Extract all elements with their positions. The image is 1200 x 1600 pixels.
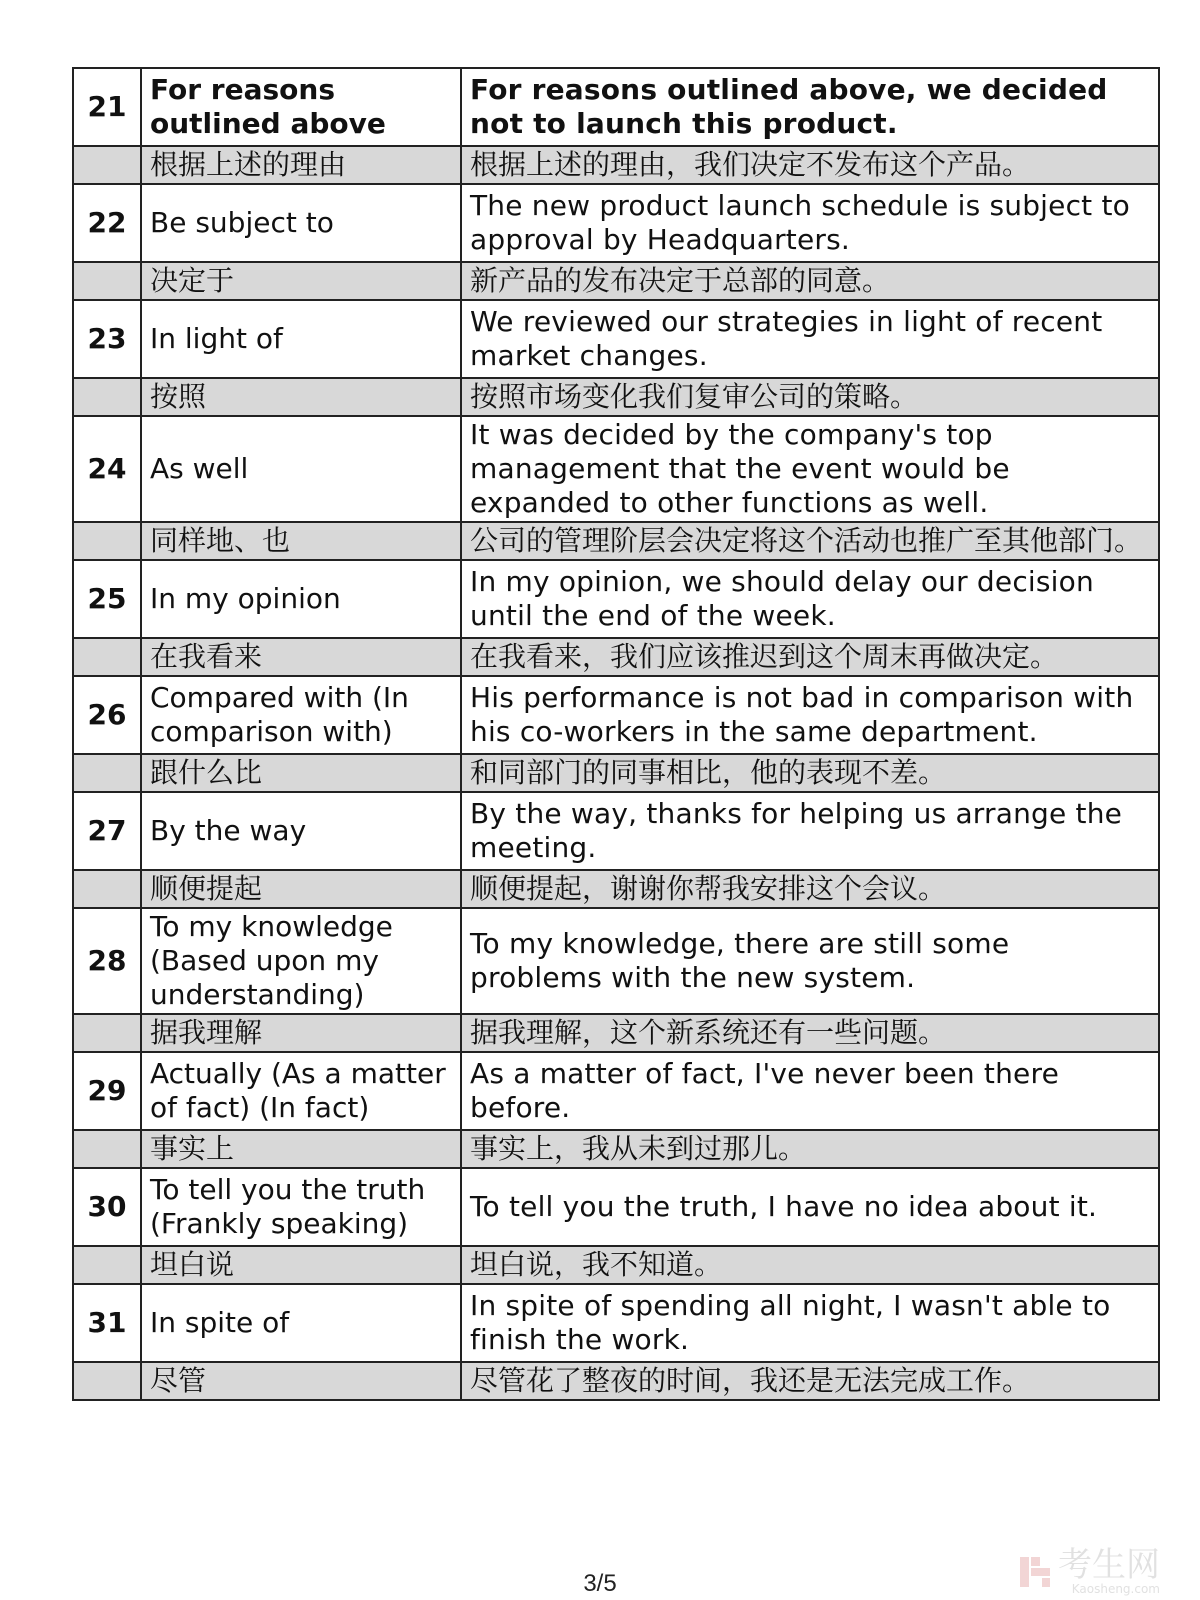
translation-example: 顺便提起，谢谢你帮我安排这个会议。 xyxy=(461,870,1159,908)
entry-phrase: In light of xyxy=(141,300,461,378)
translation-row xyxy=(73,638,1159,676)
entry-example: To my knowledge, there are still some problems with the new system. xyxy=(461,908,1159,1014)
translation-number-cell xyxy=(73,522,141,560)
entry-row xyxy=(73,560,1159,638)
translation-number-cell xyxy=(73,378,141,416)
translation-phrase: 尽管 xyxy=(141,1362,461,1400)
translation-phrase: 根据上述的理由 xyxy=(141,146,461,184)
translation-row xyxy=(73,870,1159,908)
translation-row xyxy=(73,378,1159,416)
entry-number: 23 xyxy=(73,300,141,378)
entry-row xyxy=(73,1284,1159,1362)
translation-phrase: 顺便提起 xyxy=(141,870,461,908)
translation-example: 按照市场变化我们复审公司的策略。 xyxy=(461,378,1159,416)
translation-example: 在我看来，我们应该推迟到这个周末再做决定。 xyxy=(461,638,1159,676)
translation-row xyxy=(73,262,1159,300)
entry-example: As a matter of fact, I've never been there before. xyxy=(461,1052,1159,1130)
entry-phrase: For reasons outlined above xyxy=(141,68,461,146)
entry-row xyxy=(73,416,1159,522)
entry-phrase: Be subject to xyxy=(141,184,461,262)
translation-phrase: 按照 xyxy=(141,378,461,416)
entry-phrase: To tell you the truth (Frankly speaking) xyxy=(141,1168,461,1246)
translation-example: 和同部门的同事相比，他的表现不差。 xyxy=(461,754,1159,792)
page-number: 3/5 xyxy=(583,1570,617,1597)
translation-number-cell xyxy=(73,1246,141,1284)
translation-number-cell xyxy=(73,754,141,792)
entry-number: 25 xyxy=(73,560,141,638)
translation-phrase: 同样地、也 xyxy=(141,522,461,560)
entry-phrase: As well xyxy=(141,416,461,522)
entry-example: By the way, thanks for helping us arrange the meeting. xyxy=(461,792,1159,870)
translation-phrase: 决定于 xyxy=(141,262,461,300)
entry-row xyxy=(73,1052,1159,1130)
translation-example: 根据上述的理由，我们决定不发布这个产品。 xyxy=(461,146,1159,184)
entry-row xyxy=(73,792,1159,870)
translation-row xyxy=(73,1014,1159,1052)
entry-phrase: In spite of xyxy=(141,1284,461,1362)
entry-number: 31 xyxy=(73,1284,141,1362)
entry-row xyxy=(73,676,1159,754)
entry-number: 28 xyxy=(73,908,141,1014)
entry-phrase: To my knowledge (Based upon my understanding) xyxy=(141,908,461,1014)
translation-example: 事实上，我从未到过那儿。 xyxy=(461,1130,1159,1168)
entry-number: 26 xyxy=(73,676,141,754)
entry-row xyxy=(73,300,1159,378)
translation-row xyxy=(73,1130,1159,1168)
translation-row xyxy=(73,1362,1159,1400)
entry-number: 30 xyxy=(73,1168,141,1246)
translation-row xyxy=(73,522,1159,560)
translation-row xyxy=(73,754,1159,792)
entry-row xyxy=(73,908,1159,1014)
translation-phrase: 坦白说 xyxy=(141,1246,461,1284)
entry-row xyxy=(73,68,1159,146)
watermark-text: 考生网 xyxy=(1058,1545,1160,1585)
entry-row xyxy=(73,184,1159,262)
entry-number: 24 xyxy=(73,416,141,522)
entry-example: In my opinion, we should delay our decision until the end of the week. xyxy=(461,560,1159,638)
entry-example: In spite of spending all night, I wasn't able to finish the work. xyxy=(461,1284,1159,1362)
translation-row xyxy=(73,146,1159,184)
translation-phrase: 事实上 xyxy=(141,1130,461,1168)
entry-example: It was decided by the company's top management that the event would be expanded to other functions as well. xyxy=(461,416,1159,522)
entry-phrase: In my opinion xyxy=(141,560,461,638)
translation-example: 据我理解，这个新系统还有一些问题。 xyxy=(461,1014,1159,1052)
entry-example: We reviewed our strategies in light of recent market changes. xyxy=(461,300,1159,378)
watermark-text-block xyxy=(1058,1545,1160,1596)
watermark-subtext: Kaosheng.com xyxy=(1071,1582,1160,1596)
translation-row xyxy=(73,1246,1159,1284)
translation-example: 公司的管理阶层会决定将这个活动也推广至其他部门。 xyxy=(461,522,1159,560)
entry-number: 27 xyxy=(73,792,141,870)
entry-example: His performance is not bad in comparison with his co-workers in the same department. xyxy=(461,676,1159,754)
translation-phrase: 跟什么比 xyxy=(141,754,461,792)
entry-phrase: Actually (As a matter of fact) (In fact) xyxy=(141,1052,461,1130)
entry-example: The new product launch schedule is subject to approval by Headquarters. xyxy=(461,184,1159,262)
entry-number: 22 xyxy=(73,184,141,262)
entry-row xyxy=(73,1168,1159,1246)
entry-number: 29 xyxy=(73,1052,141,1130)
entry-phrase: By the way xyxy=(141,792,461,870)
translation-example: 尽管花了整夜的时间，我还是无法完成工作。 xyxy=(461,1362,1159,1400)
watermark-logo xyxy=(1018,1545,1160,1596)
translation-number-cell xyxy=(73,638,141,676)
entry-example: For reasons outlined above, we decided not to launch this product. xyxy=(461,68,1159,146)
translation-number-cell xyxy=(73,870,141,908)
table-body xyxy=(73,68,1159,1400)
entry-example: To tell you the truth, I have no idea about it. xyxy=(461,1168,1159,1246)
translation-example: 新产品的发布决定于总部的同意。 xyxy=(461,262,1159,300)
translation-example: 坦白说，我不知道。 xyxy=(461,1246,1159,1284)
translation-number-cell xyxy=(73,146,141,184)
translation-phrase: 在我看来 xyxy=(141,638,461,676)
kaosheng-logo-icon xyxy=(1018,1555,1052,1589)
entry-number: 21 xyxy=(73,68,141,146)
translation-number-cell xyxy=(73,1130,141,1168)
translation-number-cell xyxy=(73,1014,141,1052)
entry-phrase: Compared with (In comparison with) xyxy=(141,676,461,754)
translation-phrase: 据我理解 xyxy=(141,1014,461,1052)
translation-number-cell xyxy=(73,262,141,300)
phrase-table xyxy=(72,67,1160,1401)
translation-number-cell xyxy=(73,1362,141,1400)
